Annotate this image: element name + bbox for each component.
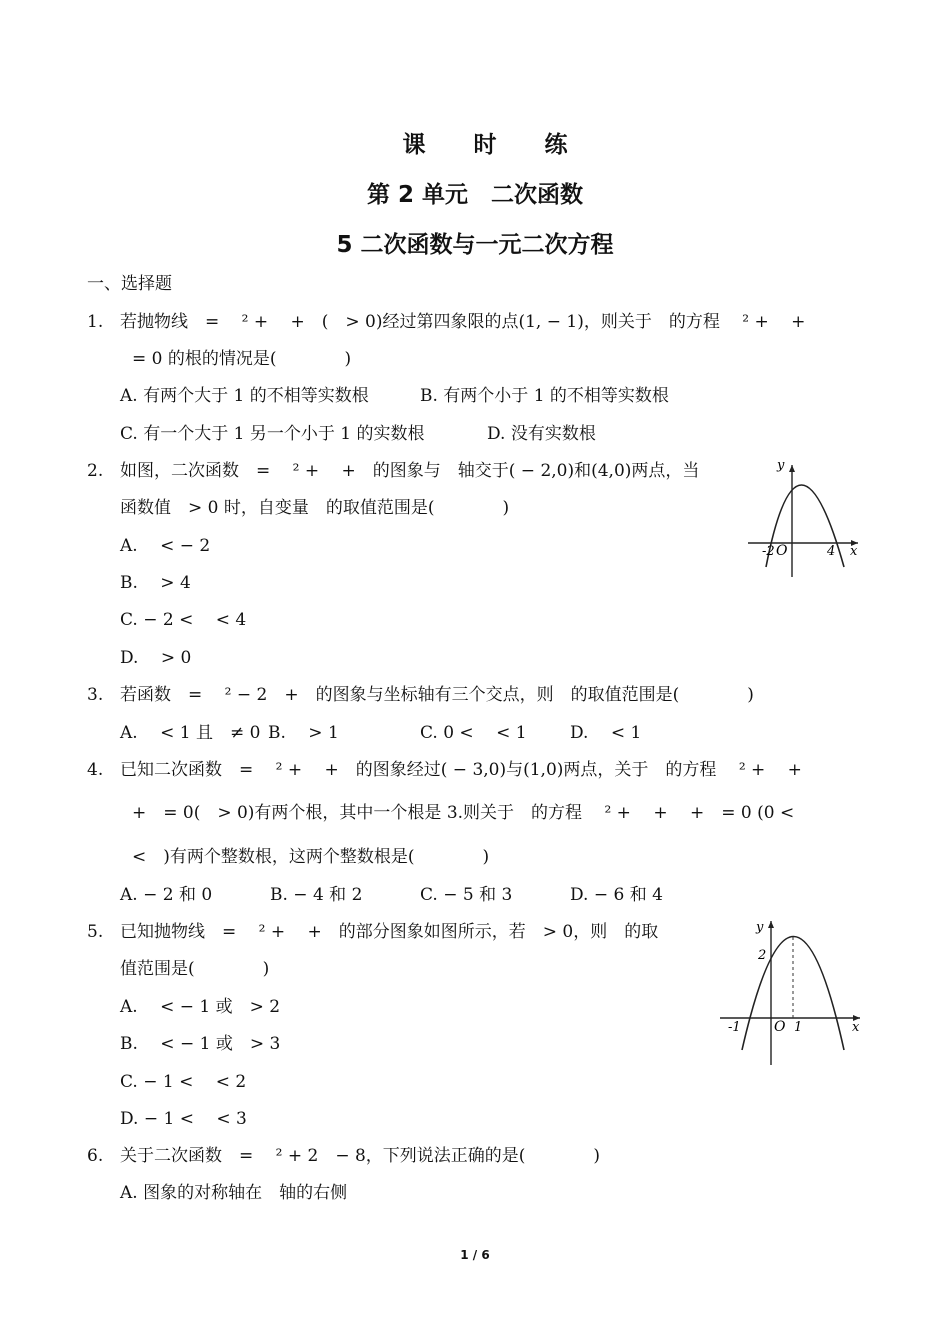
question-text: + = 0( > 0)有两个根，其中一个根是 3.则关于 的方程 ² + + + = 0 (0 < <box>132 803 795 823</box>
page-number: 1 / 6 <box>460 1248 490 1262</box>
parabola-figure-2 <box>718 915 866 1067</box>
option-a: A. < − 2 <box>120 536 211 556</box>
option-c: C. − 2 < < 4 <box>120 610 247 630</box>
option-d: D. − 1 < < 3 <box>120 1109 247 1129</box>
y-axis-label: y <box>777 458 785 473</box>
y-axis-label: y <box>756 920 764 935</box>
question-text: < )有两个整数根，这两个整数根是( ) <box>132 847 490 867</box>
option-a: A. 图象的对称轴在 轴的右侧 <box>120 1183 348 1203</box>
unit-title: 第 2 单元 二次函数 <box>366 182 584 208</box>
lesson-title: 5 二次函数与一元二次方程 <box>336 232 614 258</box>
question-text: 若抛物线 = ² + + ( > 0)经过第四象限的点(1, − 1)，则关于 的方程 ² + + <box>120 312 806 332</box>
question-number: 3. <box>87 685 104 705</box>
option-a: A. < 1 且 ≠ 0 <box>120 723 261 743</box>
x-axis-label: x <box>850 544 858 559</box>
option-d: D. < 1 <box>570 723 642 743</box>
x-axis-label: x <box>852 1020 860 1035</box>
question-text: 如图，二次函数 = ² + + 的图象与 轴交于( − 2,0)和(4,0)两点，当 <box>120 461 700 481</box>
option-b: B. > 4 <box>120 573 191 593</box>
option-b: B. > 1 <box>268 723 339 743</box>
option-c: C. 0 < < 1 <box>420 723 527 743</box>
question-number: 5. <box>87 922 104 942</box>
question-text: 已知二次函数 = ² + + 的图象经过( − 3,0)与(1,0)两点，关于 的方程 ² + + <box>120 760 802 780</box>
y-intercept-label: 2 <box>758 948 767 963</box>
option-c: C. − 1 < < 2 <box>120 1072 247 1092</box>
option-a: A. < − 1 或 > 2 <box>120 997 281 1017</box>
question-text: 值范围是( ) <box>120 959 270 979</box>
right-root-label: 4 <box>827 544 836 559</box>
option-b: B. − 4 和 2 <box>270 885 363 905</box>
y-axis-arrow <box>768 921 774 928</box>
option-d: D. − 6 和 4 <box>570 885 663 905</box>
left-root-label: -1 <box>728 1020 741 1035</box>
question-number: 2. <box>87 461 104 481</box>
y-axis-arrow <box>789 465 795 472</box>
option-b: B. 有两个小于 1 的不相等实数根 <box>420 386 669 406</box>
origin-label: O <box>776 543 788 559</box>
option-a: A. − 2 和 0 <box>120 885 213 905</box>
page-title: 课 时 练 <box>402 132 588 158</box>
option-c: C. 有一个大于 1 另一个小于 1 的实数根 <box>120 424 425 444</box>
option-b: B. < − 1 或 > 3 <box>120 1034 281 1054</box>
option-d: D. > 0 <box>120 648 192 668</box>
question-number: 4. <box>87 760 104 780</box>
question-text: 若函数 = ² − 2 + 的图象与坐标轴有三个交点，则 的取值范围是( ) <box>120 685 754 705</box>
question-text: = 0 的根的情况是( ) <box>132 349 352 369</box>
question-number: 1. <box>87 312 104 332</box>
parabola-figure-1 <box>740 455 870 585</box>
question-text: 函数值 > 0 时，自变量 的取值范围是( ) <box>120 498 510 518</box>
left-root-label: -2 <box>762 544 775 559</box>
origin-label: O <box>774 1019 786 1035</box>
option-a: A. 有两个大于 1 的不相等实数根 <box>120 386 369 406</box>
option-c: C. − 5 和 3 <box>420 885 513 905</box>
question-number: 6. <box>87 1146 104 1166</box>
section-label: 一、选择题 <box>87 274 172 294</box>
option-d: D. 没有实数根 <box>487 424 596 444</box>
question-text: 关于二次函数 = ² + 2 − 8，下列说法正确的是( ) <box>120 1146 601 1166</box>
question-text: 已知抛物线 = ² + + 的部分图象如图所示，若 > 0，则 的取 <box>120 922 659 942</box>
vertex-x-label: 1 <box>794 1020 803 1035</box>
